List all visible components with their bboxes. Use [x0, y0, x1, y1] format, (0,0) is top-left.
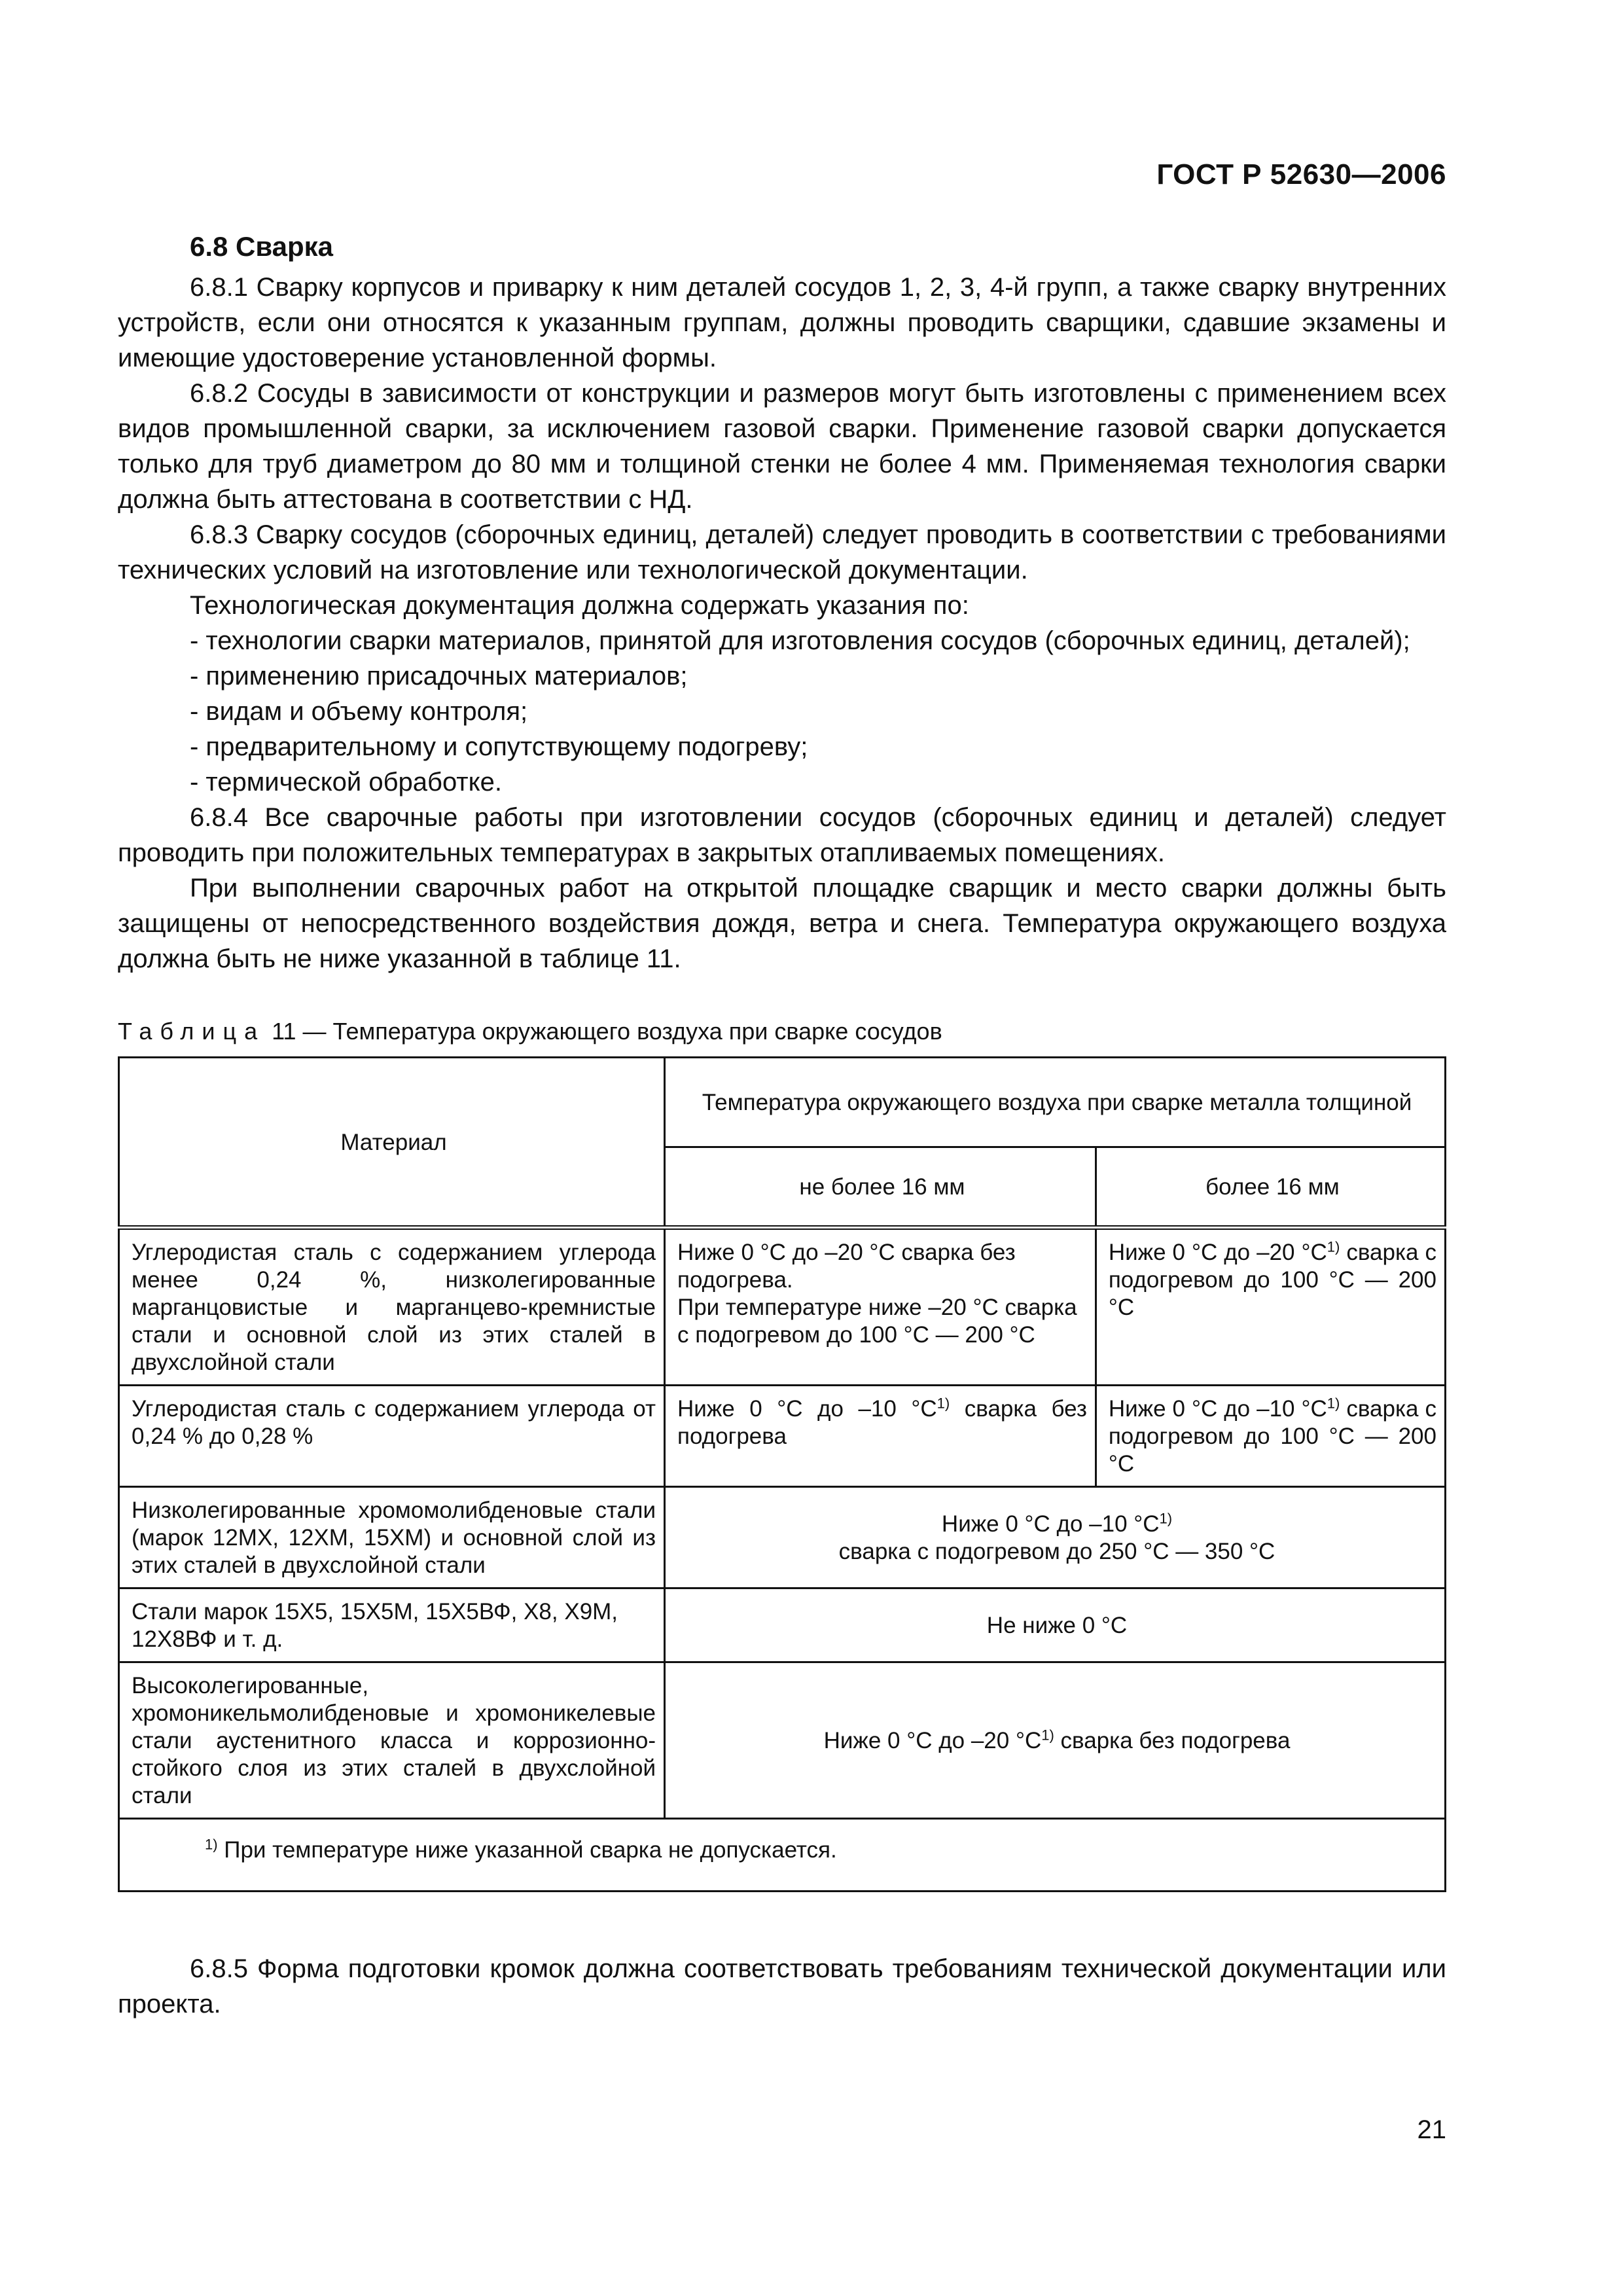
cell-material: Низколегированные хромомолибденовые стали (марок 12МХ, 12ХМ, 15ХМ) и основной слой из этих сталей в двухслойной стали	[119, 1487, 665, 1588]
list-item: - технологии сварки материалов, принятой для изготовления сосудов (сборочных единиц, деталей);	[190, 626, 1410, 655]
cell-le16-line: При температуре ниже –20 °С сварка с подогревом до 100 °С — 200 °С	[677, 1295, 1077, 1348]
table-footnote-row	[119, 1819, 1446, 1892]
cell-le16-line: Ниже 0 °С до –20 °С сварка без подогрева.	[677, 1240, 1016, 1293]
page-content	[118, 229, 1446, 2022]
cell-text: сварка без подогрева	[1054, 1728, 1291, 1753]
header-le16: не более 16 мм	[665, 1147, 1096, 1228]
table-row	[119, 1228, 1446, 1386]
footnote-mark: 1)	[205, 1836, 218, 1853]
footnote-ref: 1)	[936, 1395, 950, 1412]
table-row	[119, 1588, 1446, 1662]
cell-text: Ниже 0 °С до –10 °С	[1108, 1396, 1327, 1422]
cell-text: сварка с подогревом до 100 °С — 200 °С	[1108, 1396, 1436, 1477]
document-code: ГОСТ Р 52630—2006	[1156, 158, 1446, 190]
footnote-text: При температуре ниже указанной сварка не допускается.	[217, 1837, 837, 1863]
cell-text: Ниже 0 °С до –20 °С	[823, 1728, 1042, 1753]
table-row	[119, 1386, 1446, 1487]
table-11	[118, 1056, 1446, 1892]
header-gt16: более 16 мм	[1096, 1147, 1445, 1228]
footnote-ref: 1)	[1327, 1395, 1340, 1412]
paragraph-6-8-1: 6.8.1 Сварку корпусов и приварку к ним деталей сосудов 1, 2, 3, 4-й групп, а также сварку внутренних устройств, если они относятся к указанным группам, должны проводить сварщики, сдавшие экзамены и имеющие удостоверение установленной формы.	[118, 273, 1446, 372]
cell-material: Стали марок 15Х5, 15Х5М, 15Х5ВФ, Х8, Х9М, 12Х8ВФ и т. д.	[119, 1588, 665, 1662]
table-caption	[118, 1017, 1446, 1046]
section-title: 6.8 Сварка	[190, 231, 334, 262]
cell-merged: Не ниже 0 °С	[665, 1588, 1446, 1662]
list-item: - применению присадочных материалов;	[190, 662, 688, 691]
cell-text: сварка без подогрева	[677, 1396, 1087, 1449]
paragraph-6-8-4-outdoor: При выполнении сварочных работ на открытой площадке сварщик и место сварки должны быть защищены от непосредственного воздействия дождя, ветра и снега. Температура окружающего воздуха должна быть не ниже указанной в таблице 11.	[118, 874, 1446, 973]
page-number: 21	[1417, 2115, 1446, 2144]
cell-text: сварка с подогревом до 250 °С — 350 °С	[838, 1539, 1275, 1564]
list-item: - термической обработке.	[190, 768, 502, 797]
cell-material: Углеродистая сталь с содержанием углерода от 0,24 % до 0,28 %	[119, 1386, 665, 1487]
table-footnote	[119, 1819, 1446, 1892]
table-caption-label: Таблица	[118, 1018, 266, 1045]
cell-merged	[665, 1662, 1446, 1819]
header-temperature: Температура окружающего воздуха при сварке металла толщиной	[665, 1058, 1446, 1147]
cell-le16	[665, 1386, 1096, 1487]
cell-gt16	[1096, 1228, 1445, 1386]
cell-text: Ниже 0 °С до –20 °С	[1108, 1240, 1327, 1265]
table-caption-text: 11 — Температура окружающего воздуха при сварке сосудов	[265, 1018, 942, 1045]
cell-text: Ниже 0 °С до –10 °С	[941, 1511, 1160, 1537]
cell-text: Ниже 0 °С до –10 °С	[677, 1396, 937, 1422]
paragraph-6-8-4: 6.8.4 Все сварочные работы при изготовлении сосудов (сборочных единиц и деталей) следует проводить при положительных температурах в закрытых отапливаемых помещениях.	[118, 803, 1446, 867]
paragraph-6-8-3: 6.8.3 Сварку сосудов (сборочных единиц, деталей) следует проводить в соответствии с требованиями технических условий на изготовление или технологической документации.	[118, 520, 1446, 584]
footnote-ref: 1)	[1327, 1238, 1340, 1255]
list-item: - предварительному и сопутствующему подогреву;	[190, 732, 808, 761]
cell-le16	[665, 1228, 1096, 1386]
footnote-ref: 1)	[1041, 1727, 1054, 1744]
table-row	[119, 1487, 1446, 1588]
cell-gt16	[1096, 1386, 1445, 1487]
cell-merged	[665, 1487, 1446, 1588]
table-row	[119, 1662, 1446, 1819]
list-item: - видам и объему контроля;	[190, 697, 528, 726]
paragraph-6-8-2: 6.8.2 Сосуды в зависимости от конструкции и размеров могут быть изготовлены с применением всех видов промышленной сварки, за исключением газовой сварки. Применение газовой сварки допускается только для труб диаметром до 80 мм и толщиной стенки не более 4 мм. Применяемая технология сварки должна быть аттестована в соответствии с НД.	[118, 379, 1446, 514]
header-material: Материал	[119, 1058, 665, 1228]
paragraph-6-8-3-intro: Технологическая документация должна содержать указания по:	[190, 591, 969, 620]
cell-material: Углеродистая сталь с содержанием углерода менее 0,24 %, низколегированные марганцовистые и марганцево-кремнистые стали и основной слой из этих сталей в двухслойной стали	[119, 1228, 665, 1386]
cell-material: Высоколегированные, хромоникельмолибденовые и хромоникелевые стали аустенитного класса и коррозионно-стойкого слоя из этих сталей в двухслойной стали	[119, 1662, 665, 1819]
footnote-ref: 1)	[1159, 1510, 1173, 1527]
paragraph-6-8-5: 6.8.5 Форма подготовки кромок должна соответствовать требованиям технической документации или проекта.	[118, 1954, 1446, 2018]
cell-text: сварка с подогревом до 100 °С — 200 °С	[1108, 1240, 1436, 1320]
